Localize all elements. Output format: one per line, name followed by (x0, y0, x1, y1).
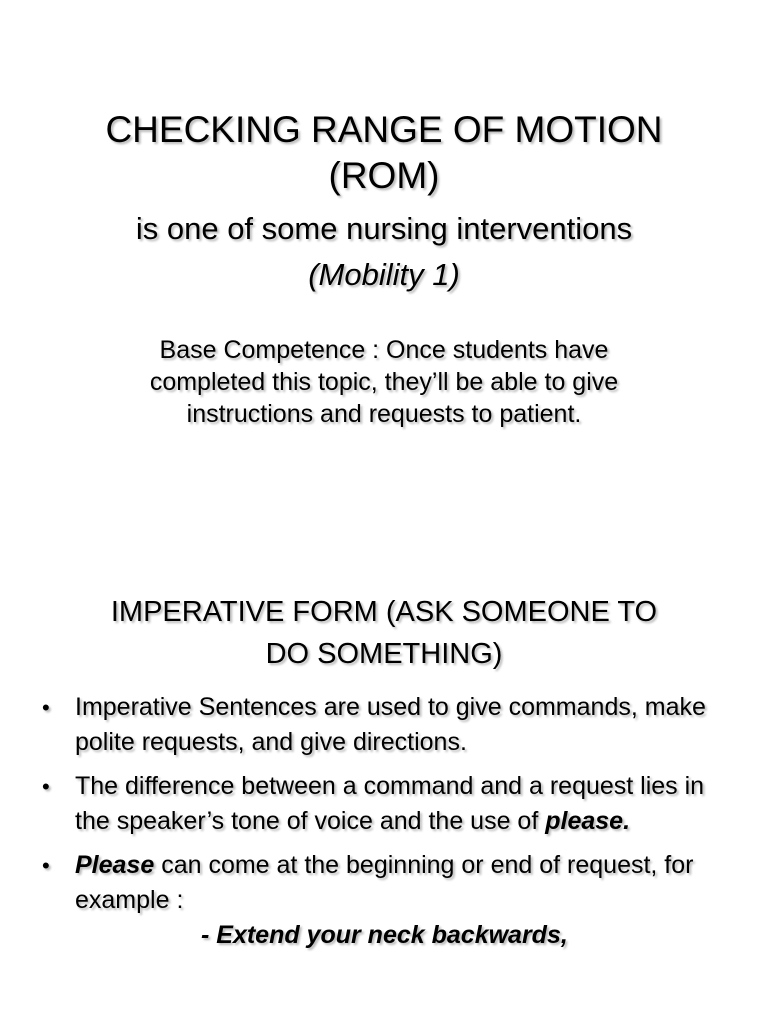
title-line-2: DO SOMETHING) (265, 638, 503, 670)
subtitle-line-2: (Mobility 1) (308, 257, 460, 292)
bullet-item (42, 690, 732, 760)
example-text: - Extend your neck backwards, (201, 921, 568, 949)
base-competence-text: Base Competence : Once students have completed this topic, they’ll be able to give instructions and requests to patient. (149, 336, 619, 428)
title-line-1: CHECKING RANGE OF MOTION (105, 109, 663, 150)
subtitle-line-1: is one of some nursing interventions (135, 211, 633, 246)
bullet-icon: • (42, 695, 50, 720)
bullet-icon: • (42, 774, 50, 799)
bullet-list (42, 690, 732, 962)
title-line-2: (ROM) (328, 155, 440, 196)
bullet-icon: • (42, 853, 50, 878)
slide-imperative-form (0, 560, 768, 1024)
emphasis-text: Please (75, 851, 155, 879)
slide-subtitle (0, 206, 768, 298)
bullet-item (42, 848, 732, 953)
slide-title (0, 591, 768, 675)
emphasis-text: please. (545, 807, 631, 835)
bullet-text: The difference between a command and a request lies in the speaker’s tone of voice and the use of (75, 772, 705, 835)
bullet-item (42, 769, 732, 839)
slide-title (0, 107, 768, 199)
bullet-text: Imperative Sentences are used to give commands, make polite requests, and give directions. (75, 693, 706, 756)
title-line-1: IMPERATIVE FORM (ASK SOMEONE TO (110, 596, 658, 628)
bullet-text: can come at the beginning or end of request, for example : (75, 851, 694, 914)
